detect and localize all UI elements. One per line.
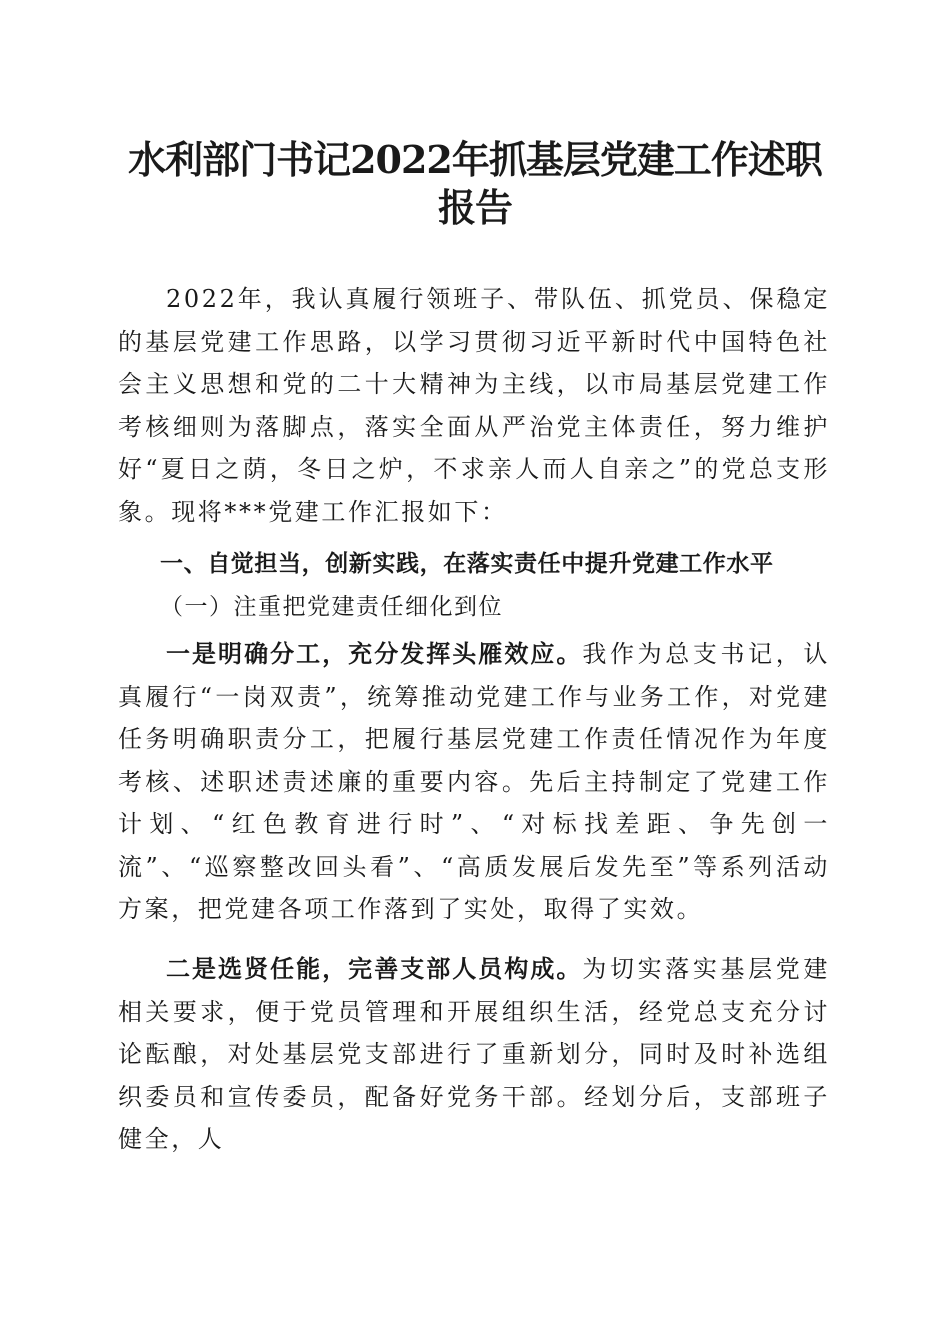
section-heading: 一、自觉担当，创新实践，在落实责任中提升党建工作水平	[160, 551, 774, 577]
paragraph-1-text: 我作为总支书记，认真履行“一岗双责”，统筹推动党建工作与业务工作，对党建任务明确职责分工，把履行基层党建工作责任情况作为年度考核、述职述责述廉的重要内容。先后主持制定了党建工作计划、“红色教育进行时”、“对标找差距、争先创一流”、“巡察整改回头看”、“高质发展后发先至”等系列活动方案，把党建各项工作落到了实处，取得了实效。	[118, 640, 831, 923]
paragraph-1	[118, 633, 830, 931]
paragraph-1-lead: 一是明确分工，充分发挥头雁效应。	[166, 640, 583, 668]
paragraph-2	[118, 948, 830, 1161]
subsection-heading: （一）注重把党建责任细化到位	[160, 594, 503, 620]
paragraph-2-text: 为切实落实基层党建相关要求，便于党员管理和开展组织生活，经党总支充分讨论酝酿，对处基层党支部进行了重新划分，同时及时补选组织委员和宣传委员，配备好党务干部。经划分后，支部班子健全，人	[118, 955, 831, 1153]
paragraph-2-lead: 二是选贤任能，完善支部人员构成。	[166, 955, 583, 983]
intro-paragraph: 2022年，我认真履行领班子、带队伍、抓党员、保稳定的基层党建工作思路，以学习贯彻习近平新时代中国特色社会主义思想和党的二十大精神为主线，以市局基层党建工作考核细则为落脚点，落实全面从严治党主体责任，努力维护好“夏日之荫，冬日之炉，不求亲人而人自亲之”的党总支形象。现将***党建工作汇报如下：	[118, 285, 830, 526]
document-title: 水利部门书记2022年抓基层党建工作述职报告	[128, 137, 822, 230]
